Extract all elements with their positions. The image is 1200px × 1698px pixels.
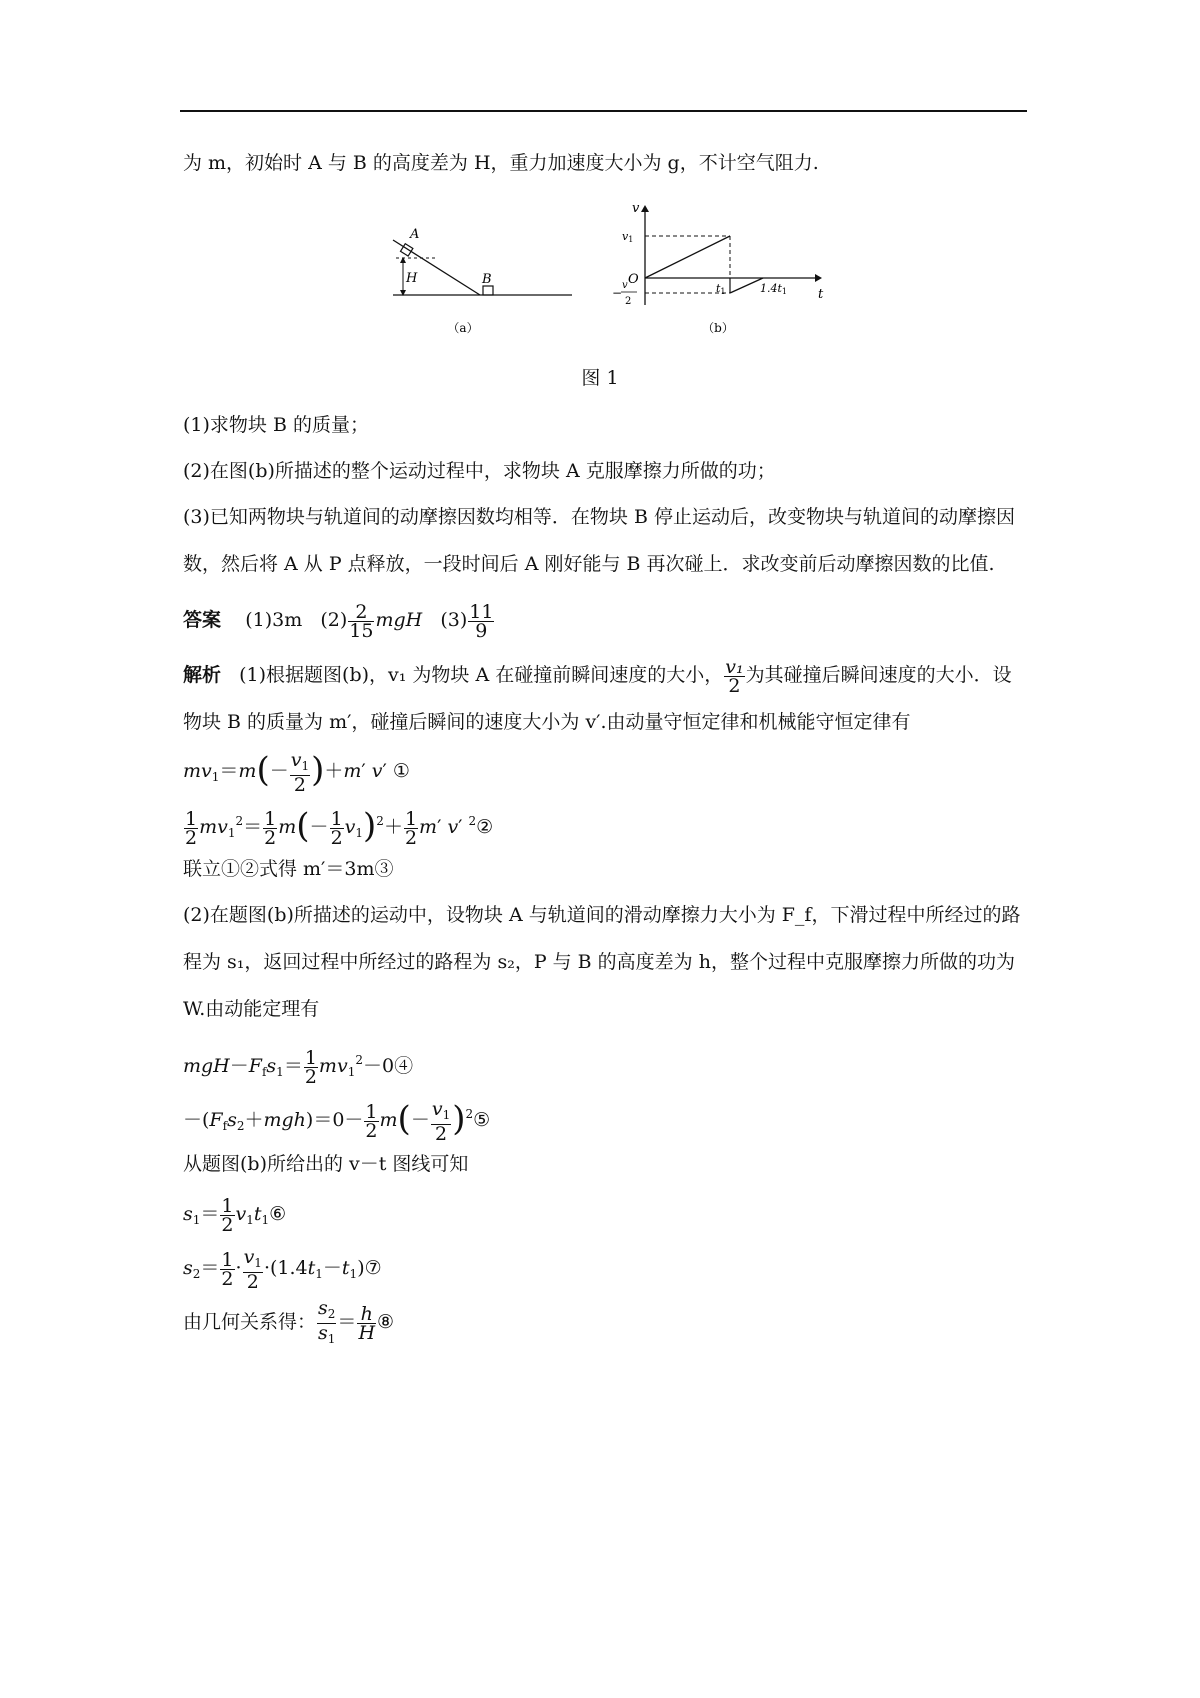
figure-svg	[0, 200, 1200, 360]
answer-label: 答案	[183, 609, 222, 631]
answer-line	[183, 594, 1027, 646]
analysis-paragraph-2: (2)在题图(b)所描述的运动中，设物块 A 与轨道间的滑动摩擦力大小为 F_f，下滑过程中所经过的路程为 s₁，返回过程中所经过的路程为 s₂，P 与 B 的高度差为 h，整个过程中克服摩擦力所做的功为 W.由动能定理有	[183, 904, 1021, 1020]
analysis-label: 解析	[183, 664, 222, 686]
question-2: (2)在图(b)所描述的整个运动过程中，求物块 A 克服摩擦力所做的功；	[183, 460, 776, 482]
label-O: O	[628, 272, 639, 287]
answer-part-3-fraction: $\frac{11}{9}$	[469, 600, 494, 642]
label-v: v	[632, 201, 640, 216]
height-arrow-up	[400, 257, 406, 263]
label-a: （a）	[447, 321, 479, 335]
questions-section	[183, 402, 1027, 1349]
label-neg-v1-den: 2	[625, 296, 632, 307]
block-b	[483, 286, 493, 295]
label-B: B	[482, 272, 492, 287]
answer-part-2-prefix: (2)	[320, 609, 348, 631]
label-neg-v1-num: v	[622, 280, 628, 291]
label-neg-sign: −	[612, 286, 623, 300]
line-descent	[645, 236, 730, 278]
label-t1: t1	[716, 282, 726, 296]
answer-part-2-fraction: $\frac{2}{15}$	[349, 600, 374, 642]
document-body	[183, 140, 1027, 186]
question-3: (3)已知两物块与轨道间的动摩擦因数均相等．在物块 B 停止运动后，改变物块与轨道间的动摩擦因数，然后将 A 从 P 点释放，一段时间后 A 刚好能与 B 再次碰上．求改变前后动摩擦因数的比值.	[183, 506, 1015, 575]
incline-line	[393, 240, 480, 295]
graph-b	[612, 201, 824, 335]
label-b: （b）	[702, 321, 734, 335]
diagram-a	[393, 227, 572, 335]
answer-part-1: (1)3m	[245, 609, 303, 631]
header-rule	[180, 110, 1027, 112]
analysis-paragraph-1: 解析 (1)根据题图(b)，v₁ 为物块 A 在碰撞前瞬间速度的大小， $\frac{\text{v₁}}{2}$ 为其碰撞后瞬间速度的大小．设物块 B 的质量为 m′，碰撞后瞬间的速度大小为 v′.由动量守恒定律和机械能守恒定律有	[183, 655, 1012, 733]
analysis-fraction: $\frac{\text{v₁}}{2}$	[725, 655, 744, 697]
equation-3: 联立①②式得 m′＝3m③	[183, 858, 394, 880]
figure-caption: 图 1	[581, 367, 619, 389]
equation-5: $-(F_fs_2+mgh)=0-$ $\frac{1}{2}$ m(－ $\frac{v_1}{2}$ )$^2$⑤	[183, 1097, 491, 1145]
label-v1: v1	[622, 230, 634, 244]
equation-1: $mv_1=m(-$ $\frac{v_1}{2}$ )＋m′ v′ ①	[183, 748, 410, 796]
equation-7: $s_2=$ $\frac{1}{2}$ · $\frac{v_1}{2}$ $\cdot(1.4t_1-t_1)⑦$	[183, 1245, 382, 1293]
analysis-paragraph-3: 从题图(b)所给出的 v－t 图线可知	[183, 1153, 469, 1175]
equation-4: $mgH-F_fs_1=$ $\frac{1}{2}$ $mv_1^2-0④$	[183, 1046, 414, 1088]
equation-8: 由几何关系得： $\frac{s_2}{s_1}$ ＝ $\frac{h}{H}$ ⑧	[183, 1296, 395, 1346]
equation-2: $\frac{1}{2}$ $mv_1^2=$ $\frac{1}{2}$ m(－ $\frac{1}{2}$ $v_1)^2+$ $\frac{1}{2}$ m′ v′ $^2$②	[185, 806, 494, 849]
label-A: A	[410, 227, 420, 242]
equation-6: $s_1=$ $\frac{1}{2}$ $v_1t_1⑥$	[183, 1194, 287, 1236]
label-14t1: 1.4t1	[760, 282, 788, 296]
intro-text: 为 m，初始时 A 与 B 的高度差为 H，重力加速度大小为 g，不计空气阻力.	[183, 152, 819, 174]
answer-part-3-prefix: (3)	[440, 609, 468, 631]
v-axis-arrow	[641, 205, 649, 212]
figure-1	[0, 200, 1200, 430]
line-return	[730, 278, 763, 293]
t-axis-arrow	[815, 274, 822, 282]
label-H: H	[406, 271, 418, 286]
question-1: (1)求物块 B 的质量；	[183, 414, 369, 436]
answer-part-2-suffix: mgH	[375, 609, 423, 631]
label-t: t	[818, 287, 824, 302]
